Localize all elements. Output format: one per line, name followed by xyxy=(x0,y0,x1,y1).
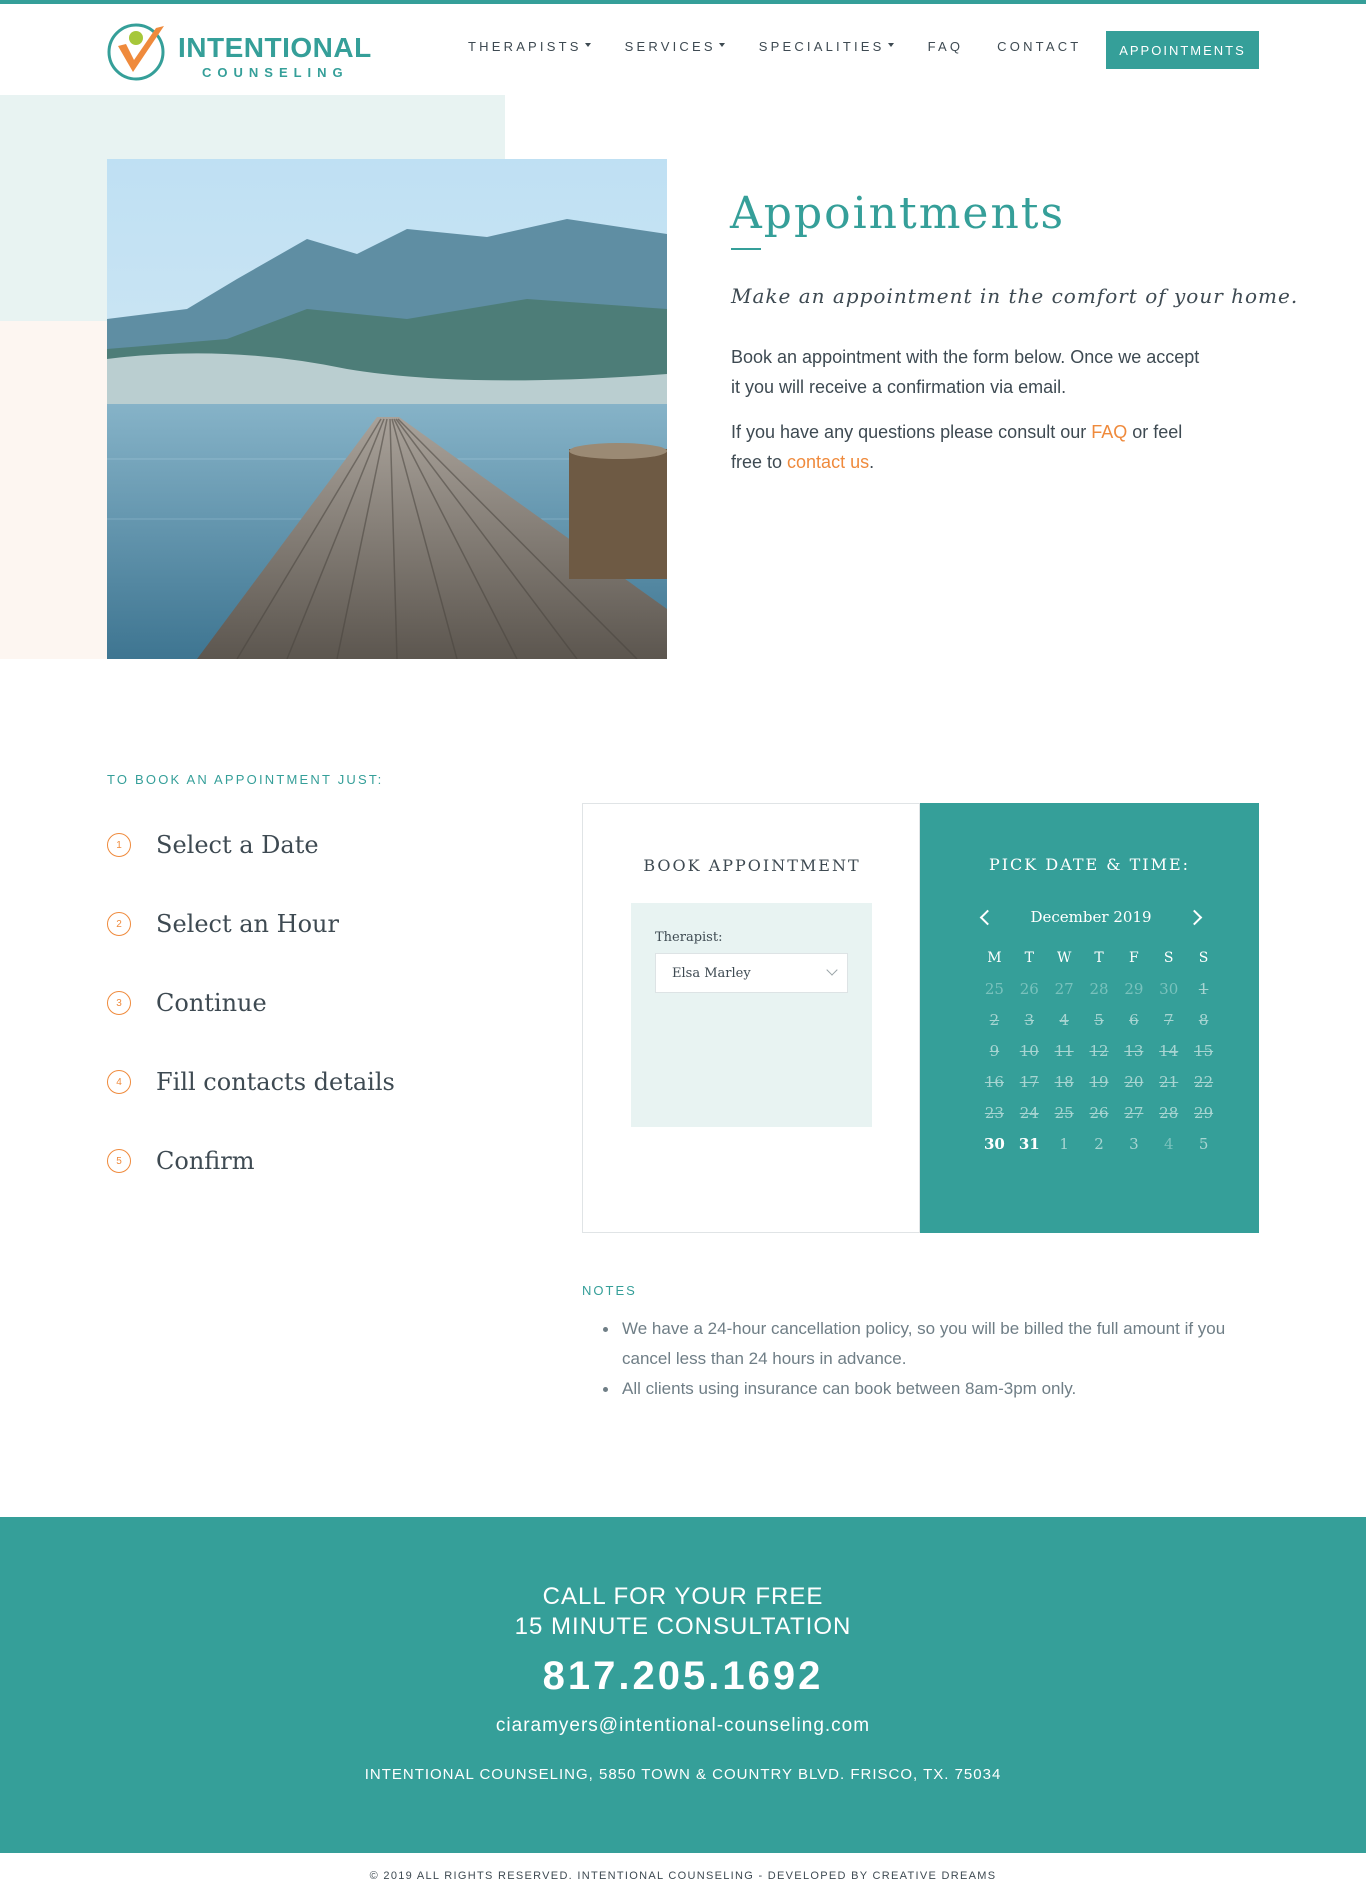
weekday-label: S xyxy=(1198,949,1209,966)
calendar-day: 5 xyxy=(1198,1134,1209,1153)
hero-intro-text: Book an appointment with the form below. Once we accept it you will receive a confirmation via email. xyxy=(731,347,1200,397)
footer-cta-line-1: CALL FOR YOUR FREE xyxy=(542,1583,824,1610)
step-2 xyxy=(107,910,339,938)
calendar-month: December 2019 xyxy=(1030,908,1152,926)
calendar-week xyxy=(977,1128,1221,1159)
steps-heading: TO BOOK AN APPOINTMENT JUST: xyxy=(107,772,384,787)
logo-tagline: COUNSELING xyxy=(202,65,349,80)
calendar-day: 16 xyxy=(984,1072,1004,1091)
step-label: Confirm xyxy=(156,1147,255,1175)
calendar-day: 27 xyxy=(1124,1103,1144,1122)
chevron-down-icon xyxy=(826,964,837,975)
nav-specialities-label: SPECIALITIES xyxy=(758,38,885,54)
weekday-label: W xyxy=(1056,949,1072,966)
calendar-day: 4 xyxy=(1059,1010,1069,1029)
calendar-week xyxy=(977,1004,1221,1035)
site-footer xyxy=(0,1517,1366,1853)
title-underline xyxy=(731,248,761,250)
caret-down-icon xyxy=(719,43,725,47)
footer-cta-line-2: 15 MINUTE CONSULTATION xyxy=(514,1613,852,1640)
calendar-day[interactable]: 31 xyxy=(1018,1134,1040,1153)
calendar-day: 1 xyxy=(1059,1134,1069,1153)
step-3 xyxy=(107,989,267,1017)
calendar-day[interactable]: 30 xyxy=(983,1134,1005,1153)
footer-address: INTENTIONAL COUNSELING, 5850 TOWN & COUNTRY BLVD. FRISCO, TX. 75034 xyxy=(364,1766,1002,1783)
step-label: Select a Date xyxy=(156,831,319,859)
step-number-badge: 1 xyxy=(107,833,131,857)
calendar-day: 7 xyxy=(1163,1010,1174,1029)
footer-phone[interactable]: 817.205.1692 xyxy=(542,1654,824,1698)
book-appointment-title: BOOK APPOINTMENT xyxy=(643,856,861,875)
footer-email[interactable]: ciaramyers@intentional-counseling.com xyxy=(495,1715,871,1736)
calendar-day: 6 xyxy=(1129,1010,1139,1029)
step-1 xyxy=(107,831,319,859)
hero-cream-block xyxy=(0,321,108,659)
nav-contact-label: CONTACT xyxy=(997,38,1082,54)
step-4 xyxy=(107,1068,395,1096)
nav-faq-label: FAQ xyxy=(927,38,964,54)
hero-subtitle: Make an appointment in the comfort of your home. xyxy=(731,284,1299,308)
calendar-day: 28 xyxy=(1159,1103,1179,1122)
calendar-day: 26 xyxy=(1089,1103,1109,1122)
calendar-day: 22 xyxy=(1194,1072,1214,1091)
copyright: © 2019 ALL RIGHTS RESERVED. INTENTIONAL COUNSELING - DEVELOPED BY CREATIVE DREAMS xyxy=(369,1870,997,1882)
weekday-row xyxy=(977,942,1221,973)
step-label: Select an Hour xyxy=(156,910,339,938)
appointments-button[interactable]: APPOINTMENTS xyxy=(1106,31,1259,69)
book-appointment-panel xyxy=(582,803,920,1233)
calendar-day: 10 xyxy=(1019,1041,1039,1060)
calendar-week xyxy=(977,1097,1221,1128)
contact-us-link[interactable]: contact us xyxy=(787,452,870,472)
calendar-day: 28 xyxy=(1089,979,1109,998)
calendar-day: 2 xyxy=(1094,1134,1104,1153)
calendar-day: 27 xyxy=(1054,979,1074,998)
step-number-badge: 3 xyxy=(107,991,131,1015)
calendar-day: 24 xyxy=(1019,1103,1039,1122)
step-number-badge: 2 xyxy=(107,912,131,936)
calendar-grid xyxy=(977,942,1221,1159)
calendar-day: 21 xyxy=(1159,1072,1179,1091)
calendar-day: 8 xyxy=(1198,1010,1209,1029)
notes-title: NOTES xyxy=(582,1283,637,1298)
calendar-day: 9 xyxy=(989,1041,1000,1060)
calendar-day: 4 xyxy=(1163,1134,1174,1153)
calendar-day: 3 xyxy=(1024,1010,1035,1029)
help-text-mid: or feel free to xyxy=(731,422,1183,472)
therapist-select-value: Elsa Marley xyxy=(672,965,751,981)
calendar-day: 15 xyxy=(1194,1041,1214,1060)
nav-services[interactable] xyxy=(625,39,725,54)
therapist-label: Therapist: xyxy=(655,930,723,945)
calendar-day: 3 xyxy=(1129,1134,1139,1153)
calendar-day: 29 xyxy=(1194,1103,1214,1122)
help-text-end: . xyxy=(869,452,875,472)
therapist-select[interactable] xyxy=(655,953,848,993)
site-logo[interactable] xyxy=(106,20,372,84)
calendar-day: 19 xyxy=(1089,1072,1109,1091)
calendar-header xyxy=(978,907,1204,931)
calendar-day: 30 xyxy=(1159,979,1179,998)
pick-date-title: PICK DATE & TIME: xyxy=(988,855,1191,874)
step-number-badge: 4 xyxy=(107,1070,131,1094)
caret-down-icon xyxy=(888,43,894,47)
calendar-week xyxy=(977,1066,1221,1097)
step-number-badge: 5 xyxy=(107,1149,131,1173)
calendar-day: 13 xyxy=(1124,1041,1144,1060)
weekday-label: F xyxy=(1129,949,1139,966)
page-title: Appointments xyxy=(730,188,1066,239)
weekday-label: T xyxy=(1094,949,1104,966)
calendar-week xyxy=(977,973,1221,1004)
nav-services-label: SERVICES xyxy=(624,38,716,54)
step-5 xyxy=(107,1147,255,1175)
site-header xyxy=(0,4,1366,94)
nav-faq[interactable] xyxy=(928,39,964,54)
nav-therapists-label: THERAPISTS xyxy=(468,38,582,54)
calendar-day: 25 xyxy=(1054,1103,1074,1122)
calendar-day: 23 xyxy=(984,1103,1004,1122)
calendar-day: 14 xyxy=(1159,1041,1179,1060)
calendar-panel xyxy=(920,803,1259,1233)
calendar-day: 17 xyxy=(1019,1072,1039,1091)
calendar-day: 20 xyxy=(1124,1072,1144,1091)
calendar-day: 11 xyxy=(1054,1041,1074,1060)
main-nav xyxy=(468,31,1115,61)
calendar-day: 26 xyxy=(1019,979,1039,998)
step-label: Continue xyxy=(156,989,267,1017)
weekday-label: T xyxy=(1024,949,1034,966)
hero-help-text xyxy=(731,417,1211,477)
nav-therapists[interactable] xyxy=(468,39,591,54)
calendar-day: 25 xyxy=(984,979,1004,998)
note-item: All clients using insurance can book between 8am-3pm only. xyxy=(582,1374,1262,1404)
calendar-day: 5 xyxy=(1094,1010,1104,1029)
calendar-week xyxy=(977,1035,1221,1066)
caret-down-icon xyxy=(585,43,591,47)
nav-specialities[interactable] xyxy=(759,39,894,54)
calendar-day: 1 xyxy=(1198,979,1209,998)
step-label: Fill contacts details xyxy=(156,1068,395,1096)
note-item: We have a 24-hour cancellation policy, so you will be billed the full amount if you cancel less than 24 hours in advance. xyxy=(582,1314,1262,1374)
booking-form xyxy=(631,903,872,1127)
weekday-label: M xyxy=(987,949,1002,966)
calendar-day: 18 xyxy=(1054,1072,1074,1091)
calendar-day: 2 xyxy=(989,1010,1000,1029)
weekday-label: S xyxy=(1163,949,1174,966)
nav-contact[interactable] xyxy=(997,39,1081,54)
faq-link[interactable]: FAQ xyxy=(1091,422,1128,442)
calendar-day: 29 xyxy=(1124,979,1144,998)
help-text-start: If you have any questions please consult our xyxy=(731,422,1092,442)
notes-list xyxy=(582,1314,1262,1404)
person-check-logo-icon xyxy=(106,20,172,84)
logo-wordmark: INTENTIONAL xyxy=(178,32,372,63)
booking-widget xyxy=(582,803,1259,1233)
calendar-day: 12 xyxy=(1089,1041,1109,1060)
hero-lake-dock-image xyxy=(107,159,667,659)
